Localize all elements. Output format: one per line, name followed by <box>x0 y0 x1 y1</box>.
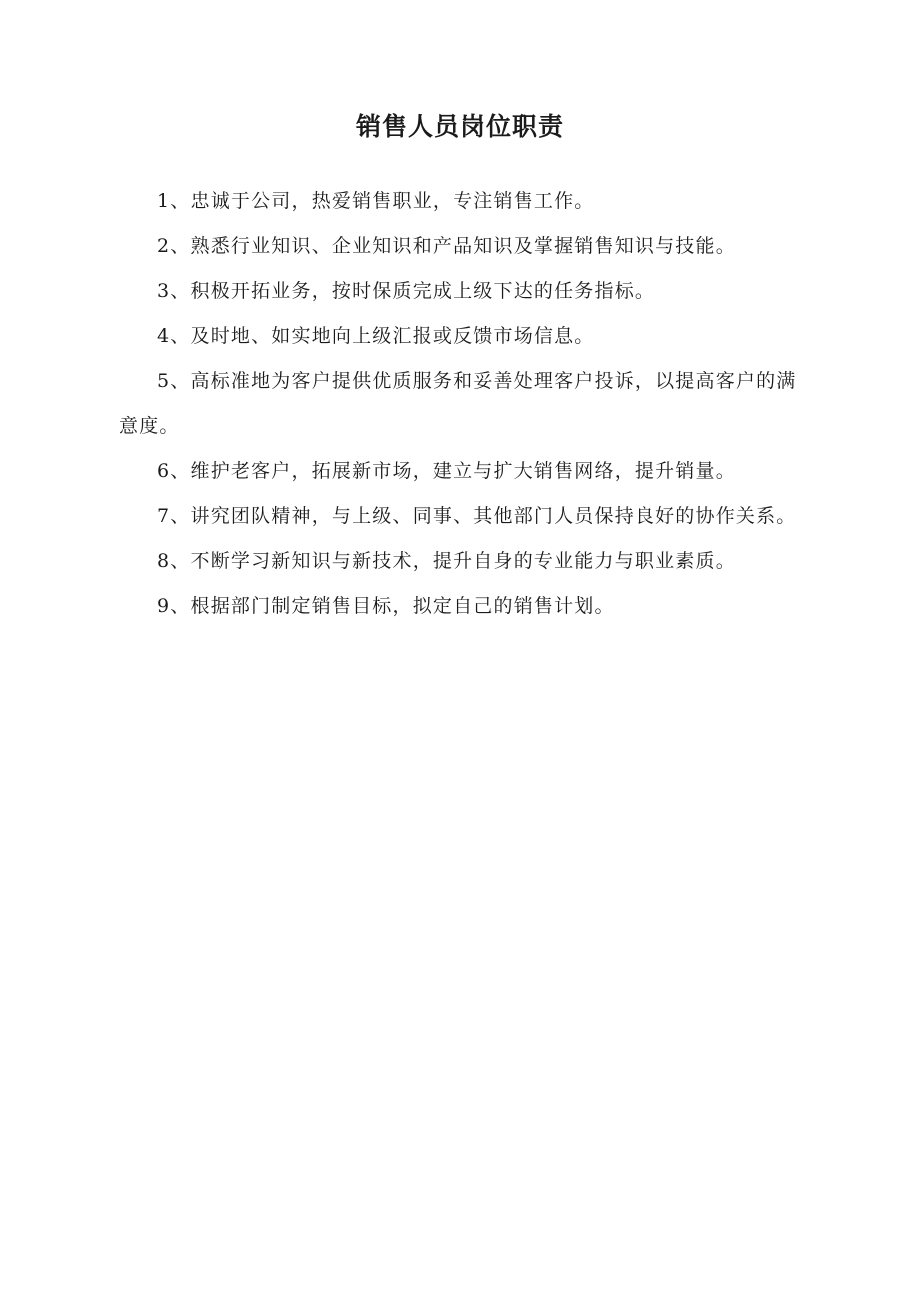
duty-item-3: 3、积极开拓业务，按时保质完成上级下达的任务指标。 <box>157 280 656 302</box>
document-title: 销售人员岗位职责 <box>355 112 564 141</box>
duty-item-7: 7、讲究团队精神，与上级、同事、其他部门人员保持良好的协作关系。 <box>157 505 797 527</box>
duty-item-1: 1、忠诚于公司，热爱销售职业，专注销售工作。 <box>157 190 595 212</box>
duty-item-5: 5、高标准地为客户提供优质服务和妥善处理客户投诉，以提高客户的满意度。 <box>119 370 797 437</box>
duty-item-4: 4、及时地、如实地向上级汇报或反馈市场信息。 <box>157 325 595 347</box>
duty-item-9: 9、根据部门制定销售目标，拟定自己的销售计划。 <box>157 595 615 617</box>
duty-item-6: 6、维护老客户，拓展新市场，建立与扩大销售网络，提升销量。 <box>157 460 736 482</box>
duty-item-8: 8、不断学习新知识与新技术，提升自身的专业能力与职业素质。 <box>157 550 736 572</box>
duty-list <box>119 179 809 629</box>
duty-item-2: 2、熟悉行业知识、企业知识和产品知识及掌握销售知识与技能。 <box>157 235 736 257</box>
